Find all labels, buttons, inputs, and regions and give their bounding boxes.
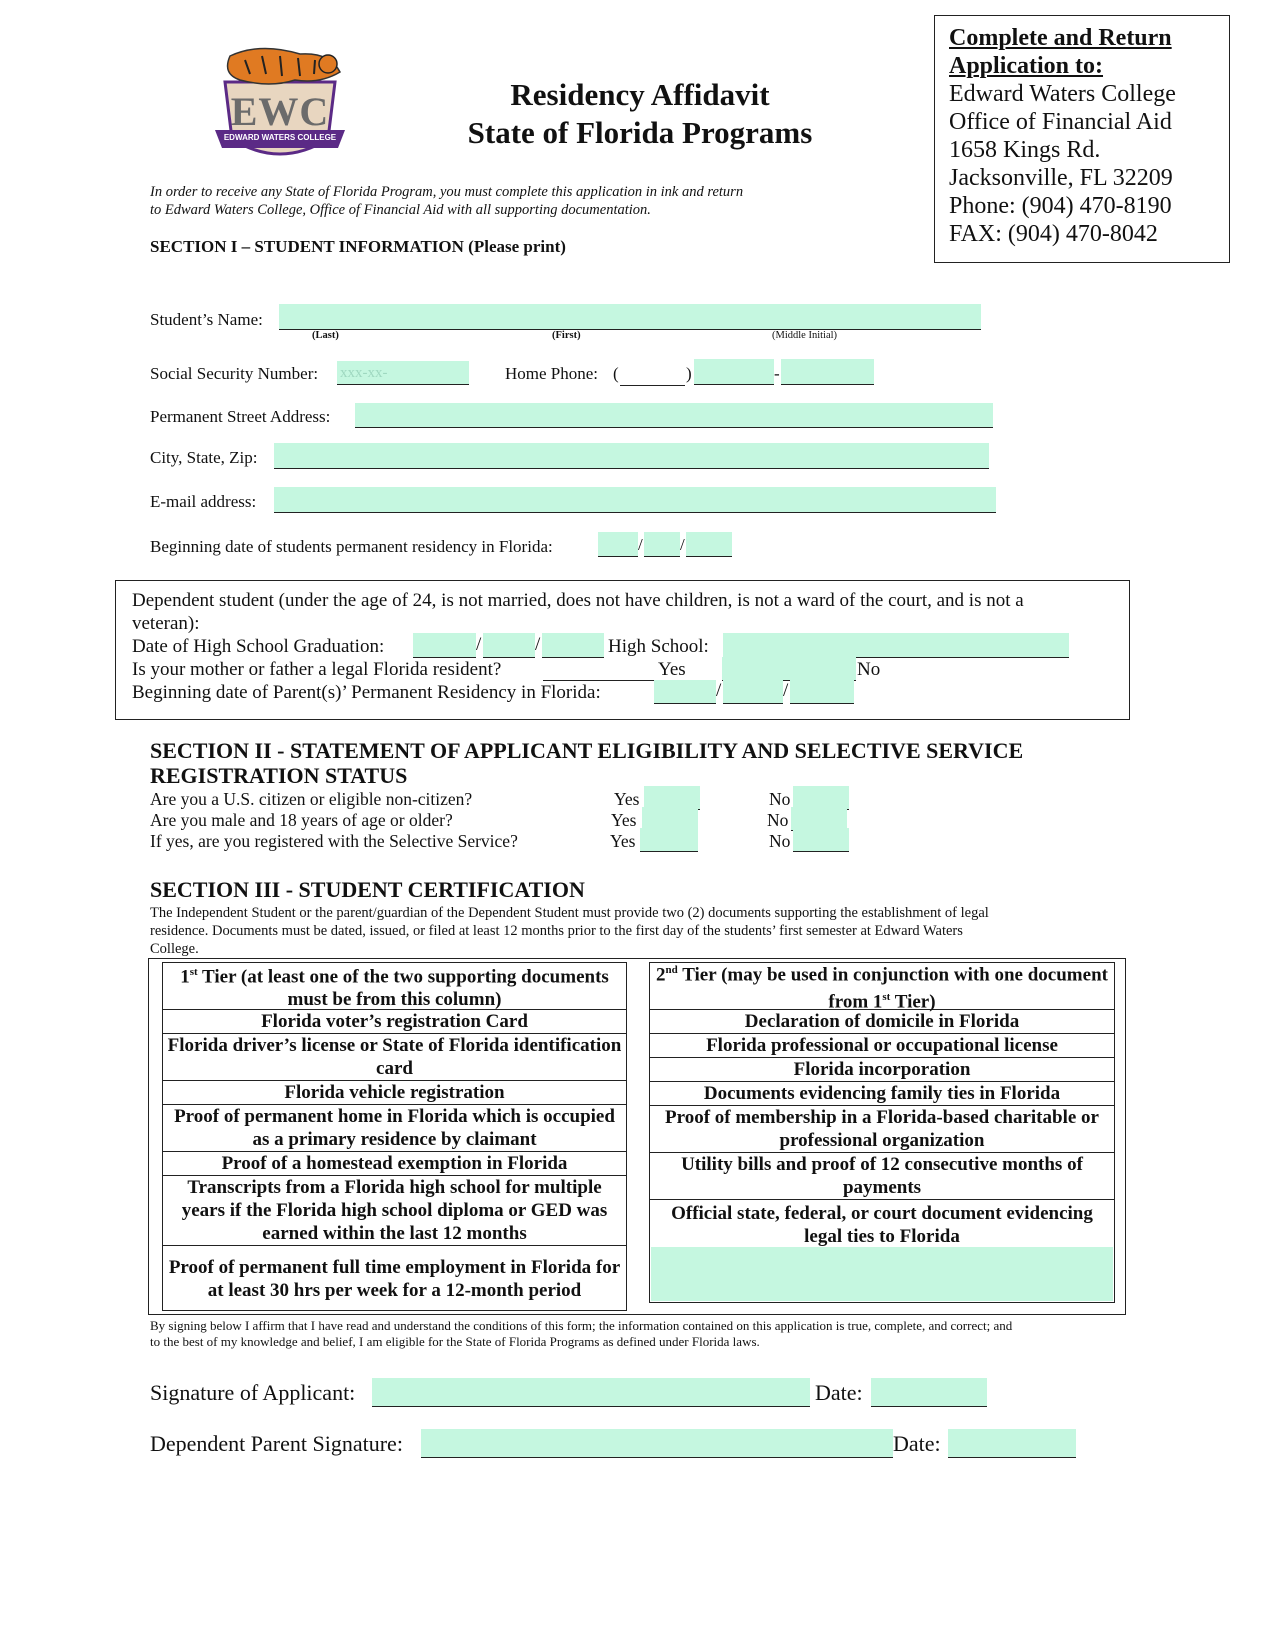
selective-no-field[interactable]: [793, 828, 849, 852]
section-2-heading-line-2: REGISTRATION STATUS: [150, 763, 408, 788]
grad-year-field[interactable]: [542, 633, 604, 658]
male-no-label: No: [767, 810, 789, 830]
parent-no-label: No: [857, 659, 881, 680]
male-yes-label: Yes: [611, 810, 637, 830]
tier-2-entry-field[interactable]: [651, 1247, 1113, 1301]
name-last-label: (Last): [312, 330, 339, 341]
intro-line-1: In order to receive any State of Florida Program, you must complete this application in ink and return: [150, 184, 744, 200]
return-address-box: [934, 15, 1230, 263]
high-school-field[interactable]: [723, 633, 1069, 658]
city-state-zip-field[interactable]: [274, 443, 989, 469]
applicant-signature-field[interactable]: [372, 1378, 810, 1407]
tier-2-item: Declaration of domicile in Florida: [650, 1010, 1114, 1034]
return-line-4: Jacksonville, FL 32209: [949, 165, 1173, 191]
student-name-label: Student’s Name:: [150, 310, 263, 329]
slash-1: /: [638, 535, 643, 554]
grad-day-field[interactable]: [483, 633, 535, 658]
page-title: [430, 76, 850, 152]
dependent-line-1: Dependent student (under the age of 24, is not married, does not have children, is not a ward of the court, and is not a: [132, 590, 1024, 611]
parent-yes-blank[interactable]: [543, 680, 656, 681]
logo-banner: EDWARD WATERS COLLEGE: [223, 133, 337, 142]
ssn-label: Social Security Number:: [150, 364, 319, 383]
return-line-5: Phone: (904) 470-8190: [949, 193, 1172, 219]
parent-yes-label: Yes: [658, 659, 686, 680]
residency-year-field[interactable]: [686, 532, 732, 557]
tier-2-item: Florida professional or occupational license: [650, 1034, 1114, 1058]
parent-signature-label: Dependent Parent Signature:: [150, 1431, 403, 1456]
applicant-date-label: Date:: [815, 1380, 863, 1405]
section-2-heading: [150, 738, 1023, 788]
phone-line-field[interactable]: [781, 359, 874, 385]
email-label: E-mail address:: [150, 492, 257, 511]
residency-day-field[interactable]: [644, 532, 680, 557]
citizen-no-label: No: [769, 789, 791, 809]
section-3-heading: SECTION III - STUDENT CERTIFICATION: [150, 877, 585, 902]
selective-no-label: No: [769, 831, 791, 851]
tier-2-item: Official state, federal, or court document evidencing legal ties to Florida: [671, 1203, 1093, 1247]
section-2-heading-line-1: SECTION II - STATEMENT OF APPLICANT ELIGIBILITY AND SELECTIVE SERVICE: [150, 738, 1024, 763]
tier-1-item: Florida voter’s registration Card: [163, 1010, 626, 1034]
ssn-field[interactable]: xxx-xx-: [337, 361, 469, 385]
parent-slash-1: /: [716, 680, 722, 701]
email-field[interactable]: [274, 487, 996, 513]
tier-1-column: [162, 962, 627, 1311]
tier-2-item: Florida incorporation: [650, 1058, 1114, 1082]
tier-1-header: 1st Tier (at least one of the two supporting documents must be from this column): [163, 963, 626, 1010]
tier-2-header: 2nd Tier (may be used in conjunction with one document from 1st Tier): [650, 963, 1114, 1010]
address-field[interactable]: [355, 403, 993, 428]
home-phone-label: Home Phone:: [505, 364, 599, 383]
tier-1-item: Proof of permanent home in Florida which is occupied as a primary residence by claimant: [163, 1105, 626, 1152]
applicant-signature-label: Signature of Applicant:: [150, 1380, 356, 1405]
intro-text: [150, 183, 870, 219]
high-school-label: High School:: [608, 636, 709, 657]
return-line-2: Office of Financial Aid: [949, 109, 1172, 135]
return-line-6: FAX: (904) 470-8042: [949, 221, 1158, 247]
residency-month-field[interactable]: [598, 532, 638, 557]
name-first-label: (First): [552, 330, 581, 341]
affirmation-text: [150, 1318, 1130, 1350]
dependent-line-2: veteran):: [132, 613, 200, 634]
citizen-yes-label: Yes: [614, 789, 640, 809]
tier-2-item: Documents evidencing family ties in Florida: [650, 1082, 1114, 1106]
parent-date-label: Date:: [893, 1431, 941, 1456]
tier-2-item: Utility bills and proof of 12 consecutive months of payments: [650, 1153, 1114, 1200]
selective-service-question: If yes, are you registered with the Selective Service?: [150, 831, 518, 851]
phone-open-paren: (: [613, 364, 619, 383]
phone-dash: -: [774, 364, 780, 383]
grad-slash-1: /: [476, 634, 482, 655]
parent-resident-label: Is your mother or father a legal Florida resident?: [132, 659, 502, 680]
return-heading-2: Application to:: [949, 53, 1104, 79]
logo-text: EWC: [230, 89, 330, 134]
tier-1-item: Proof of a homestead exemption in Florida: [163, 1152, 626, 1176]
phone-prefix-field[interactable]: [694, 359, 774, 385]
parent-slash-2: /: [783, 680, 789, 701]
tier-1-item: Florida driver’s license or State of Florida identification card: [163, 1034, 626, 1081]
return-line-1: Edward Waters College: [949, 81, 1176, 107]
affirm-line-2: to the best of my knowledge and belief, I am eligible for the State of Florida Programs as defined under Florida laws.: [150, 1334, 760, 1349]
slash-2: /: [680, 535, 685, 554]
selective-yes-label: Yes: [610, 831, 636, 851]
city-state-zip-label: City, State, Zip:: [150, 448, 258, 467]
applicant-date-field[interactable]: [871, 1378, 987, 1407]
title-line-1: Residency Affidavit: [510, 77, 770, 112]
phone-area-line: [620, 385, 685, 386]
parent-date-field[interactable]: [948, 1429, 1076, 1458]
tier-1-item: Proof of permanent full time employment in Florida for at least 30 hrs per week for a 12-month period: [168, 1257, 621, 1301]
tier-1-item: Transcripts from a Florida high school for multiple years if the Florida high school diploma or GED was earned within the last 12 months: [163, 1176, 626, 1246]
tier-2-item: Proof of membership in a Florida-based charitable or professional organization: [650, 1106, 1114, 1153]
parent-signature-field[interactable]: [421, 1429, 893, 1458]
section-1-heading: SECTION I – STUDENT INFORMATION (Please print): [150, 237, 566, 256]
section-3-para-line-2: residence. Documents must be dated, issued, or filed at least 12 months prior to the first day of the students’ first semester at Edward Waters: [150, 923, 963, 939]
parent-no-field[interactable]: [722, 657, 856, 681]
intro-line-2: to Edward Waters College, Office of Financial Aid with all supporting documentation.: [150, 202, 651, 218]
address-label: Permanent Street Address:: [150, 407, 331, 426]
male-question: Are you male and 18 years of age or older?: [150, 810, 453, 830]
residency-date-label: Beginning date of students permanent residency in Florida:: [150, 537, 553, 556]
return-heading-1: Complete and Return: [949, 25, 1172, 51]
grad-month-field[interactable]: [413, 633, 476, 658]
phone-close-paren: ): [686, 364, 692, 383]
parent-year-field[interactable]: [790, 680, 854, 704]
section-3-description: [150, 904, 989, 958]
grad-date-label: Date of High School Graduation:: [132, 636, 385, 657]
parent-residency-label: Beginning date of Parent(s)’ Permanent Residency in Florida:: [132, 682, 601, 703]
section-3-para-line-3: College.: [150, 941, 199, 957]
name-mi-label: (Middle Initial): [772, 330, 838, 341]
affirm-line-1: By signing below I affirm that I have read and understand the conditions of this form; the information contained on this application is true, complete, and correct; and: [150, 1318, 1013, 1333]
student-name-field[interactable]: [279, 304, 981, 330]
parent-day-field[interactable]: [723, 680, 783, 704]
tier-1-item: Florida vehicle registration: [163, 1081, 626, 1105]
parent-month-field[interactable]: [654, 680, 716, 704]
grad-slash-2: /: [535, 634, 541, 655]
section-3-para-line-1: The Independent Student or the parent/guardian of the Dependent Student must provide two (2) documents supporting the establishment of legal: [150, 905, 989, 921]
title-line-2: State of Florida Programs: [467, 115, 813, 150]
ewc-logo: [200, 44, 360, 170]
citizen-question: Are you a U.S. citizen or eligible non-citizen?: [150, 789, 473, 809]
return-line-3: 1658 Kings Rd.: [949, 137, 1101, 163]
selective-yes-field[interactable]: [640, 828, 698, 852]
